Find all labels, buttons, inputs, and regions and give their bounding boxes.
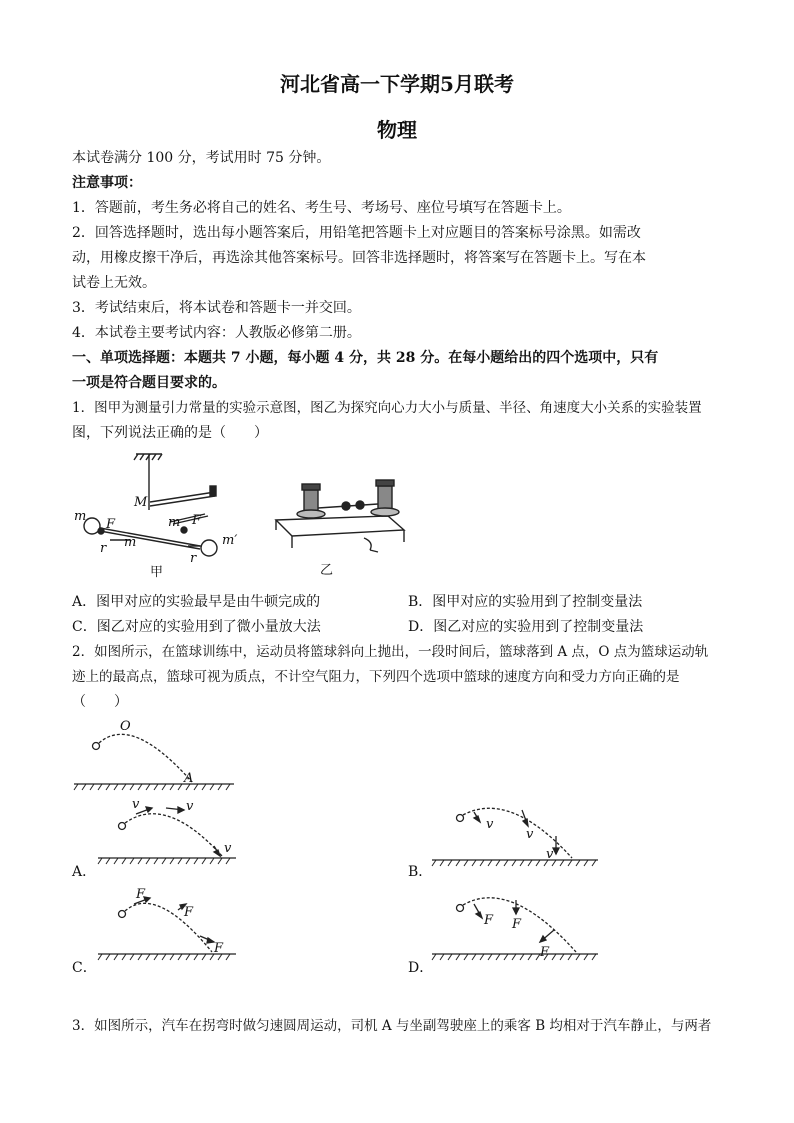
q2a-v1: v	[132, 797, 140, 812]
q2b-v2: v	[526, 827, 534, 842]
fig-jia-m-left: m	[74, 509, 87, 524]
notice-title: 注意事项：	[72, 175, 142, 191]
note-3: 3．考试结束后，将本试卷和答题卡一并交回。	[72, 300, 361, 316]
note-1: 1．答题前，考生务必将自己的姓名、考生号、考场号、座位号填写在答题卡上。	[72, 200, 571, 216]
q2-option-a-figure[interactable]	[96, 796, 246, 866]
note-2-cont: 动，用橡皮擦干净后，再选涂其他答案标号。回答非选择题时，将答案写在答题卡上。写在本	[72, 250, 646, 266]
q2-option-c-label[interactable]: C．	[72, 960, 97, 976]
fig-jia-m-lower: m	[124, 535, 137, 550]
section1-heading: 一、单项选择题：本题共 7 小题，每小题 4 分，共 28 分。在每小题给出的四个选项中，只有	[72, 350, 659, 366]
note-2-cont2: 试卷上无效。	[72, 275, 156, 291]
q2-stem: 2．如图所示，在篮球训练中，运动员将篮球斜向上抛出，一段时间后，篮球落到 A 点，O 点为篮球运动轨	[72, 644, 709, 660]
q2a-v2: v	[186, 799, 194, 814]
fig-jia-caption: 甲	[150, 565, 164, 580]
q2c-F2: F	[184, 905, 194, 920]
q2-label-O: O	[120, 719, 131, 734]
q2d-F1: F	[484, 913, 494, 928]
fig-jia-m-mid: m	[168, 515, 181, 530]
fig-jia-r-left: r	[100, 541, 107, 556]
q2d-F3: F	[540, 945, 550, 960]
q2-stem-cont2: （ ）	[72, 694, 128, 710]
section1-heading-cont: 一项是符合题目要求的。	[72, 375, 226, 391]
q1-option-b[interactable]: B．图甲对应的实验用到了控制变量法	[408, 594, 643, 610]
q1-option-d[interactable]: D．图乙对应的实验用到了控制变量法	[408, 619, 644, 635]
fig-jia-F-mid: F	[192, 513, 202, 528]
q2-option-d-label[interactable]: D．	[408, 960, 434, 976]
fig-jia-r-right: r	[190, 551, 197, 566]
fig-yi-caption: 乙	[320, 563, 334, 578]
q2-option-d-figure[interactable]	[430, 884, 600, 960]
fig-jia-M: M	[134, 495, 148, 510]
q2b-v3: v	[546, 847, 554, 862]
q2-label-A: A	[184, 771, 194, 786]
q2-option-b-label[interactable]: B．	[408, 864, 433, 880]
exam-title: 河北省高一下学期5月联考	[280, 72, 514, 96]
q2-stem-cont: 迹上的最高点，篮球可视为质点，不计空气阻力，下列四个选项中篮球的速度方向和受力方向正确的是	[72, 669, 680, 685]
q2-option-c-figure[interactable]	[96, 884, 246, 960]
q1-option-a[interactable]: A．图甲对应的实验最早是由牛顿完成的	[72, 594, 321, 610]
q1-option-c[interactable]: C．图乙对应的实验用到了微小量放大法	[72, 619, 321, 635]
q2c-F1: F	[136, 887, 146, 902]
q3-stem: 3．如图所示，汽车在拐弯时做匀速圆周运动，司机 A 与坐副驾驶座上的乘客 B 均相对于汽车静止，与两者	[72, 1018, 712, 1034]
fig-jia-F-left: F	[106, 517, 116, 532]
q2-option-a-label[interactable]: A．	[72, 864, 97, 880]
q2a-v3: v	[224, 841, 232, 856]
q2-option-b-figure[interactable]	[430, 796, 600, 866]
q1-figure-yi	[268, 478, 418, 578]
q1-stem: 1．图甲为测量引力常量的实验示意图，图乙为探究向心力大小与质量、半径、角速度大小关系的实验装置	[72, 400, 702, 416]
subject-title: 物理	[377, 118, 417, 142]
score-line: 本试卷满分 100 分，考试用时 75 分钟。	[72, 150, 331, 166]
q2c-F3: F	[214, 941, 224, 956]
q2b-v1: v	[486, 817, 494, 832]
q2d-F2: F	[512, 917, 522, 932]
note-2: 2．回答选择题时，选出每小题答案后，用铅笔把答题卡上对应题目的答案标号涂黑。如需改	[72, 225, 641, 241]
note-4: 4．本试卷主要考试内容：人教版必修第二册。	[72, 325, 361, 341]
q1-stem-cont: 图，下列说法正确的是（ ）	[72, 425, 268, 441]
q1-figure-jia	[70, 450, 250, 580]
q2-main-figure	[72, 716, 242, 796]
fig-jia-m-prime: m′	[222, 533, 238, 548]
